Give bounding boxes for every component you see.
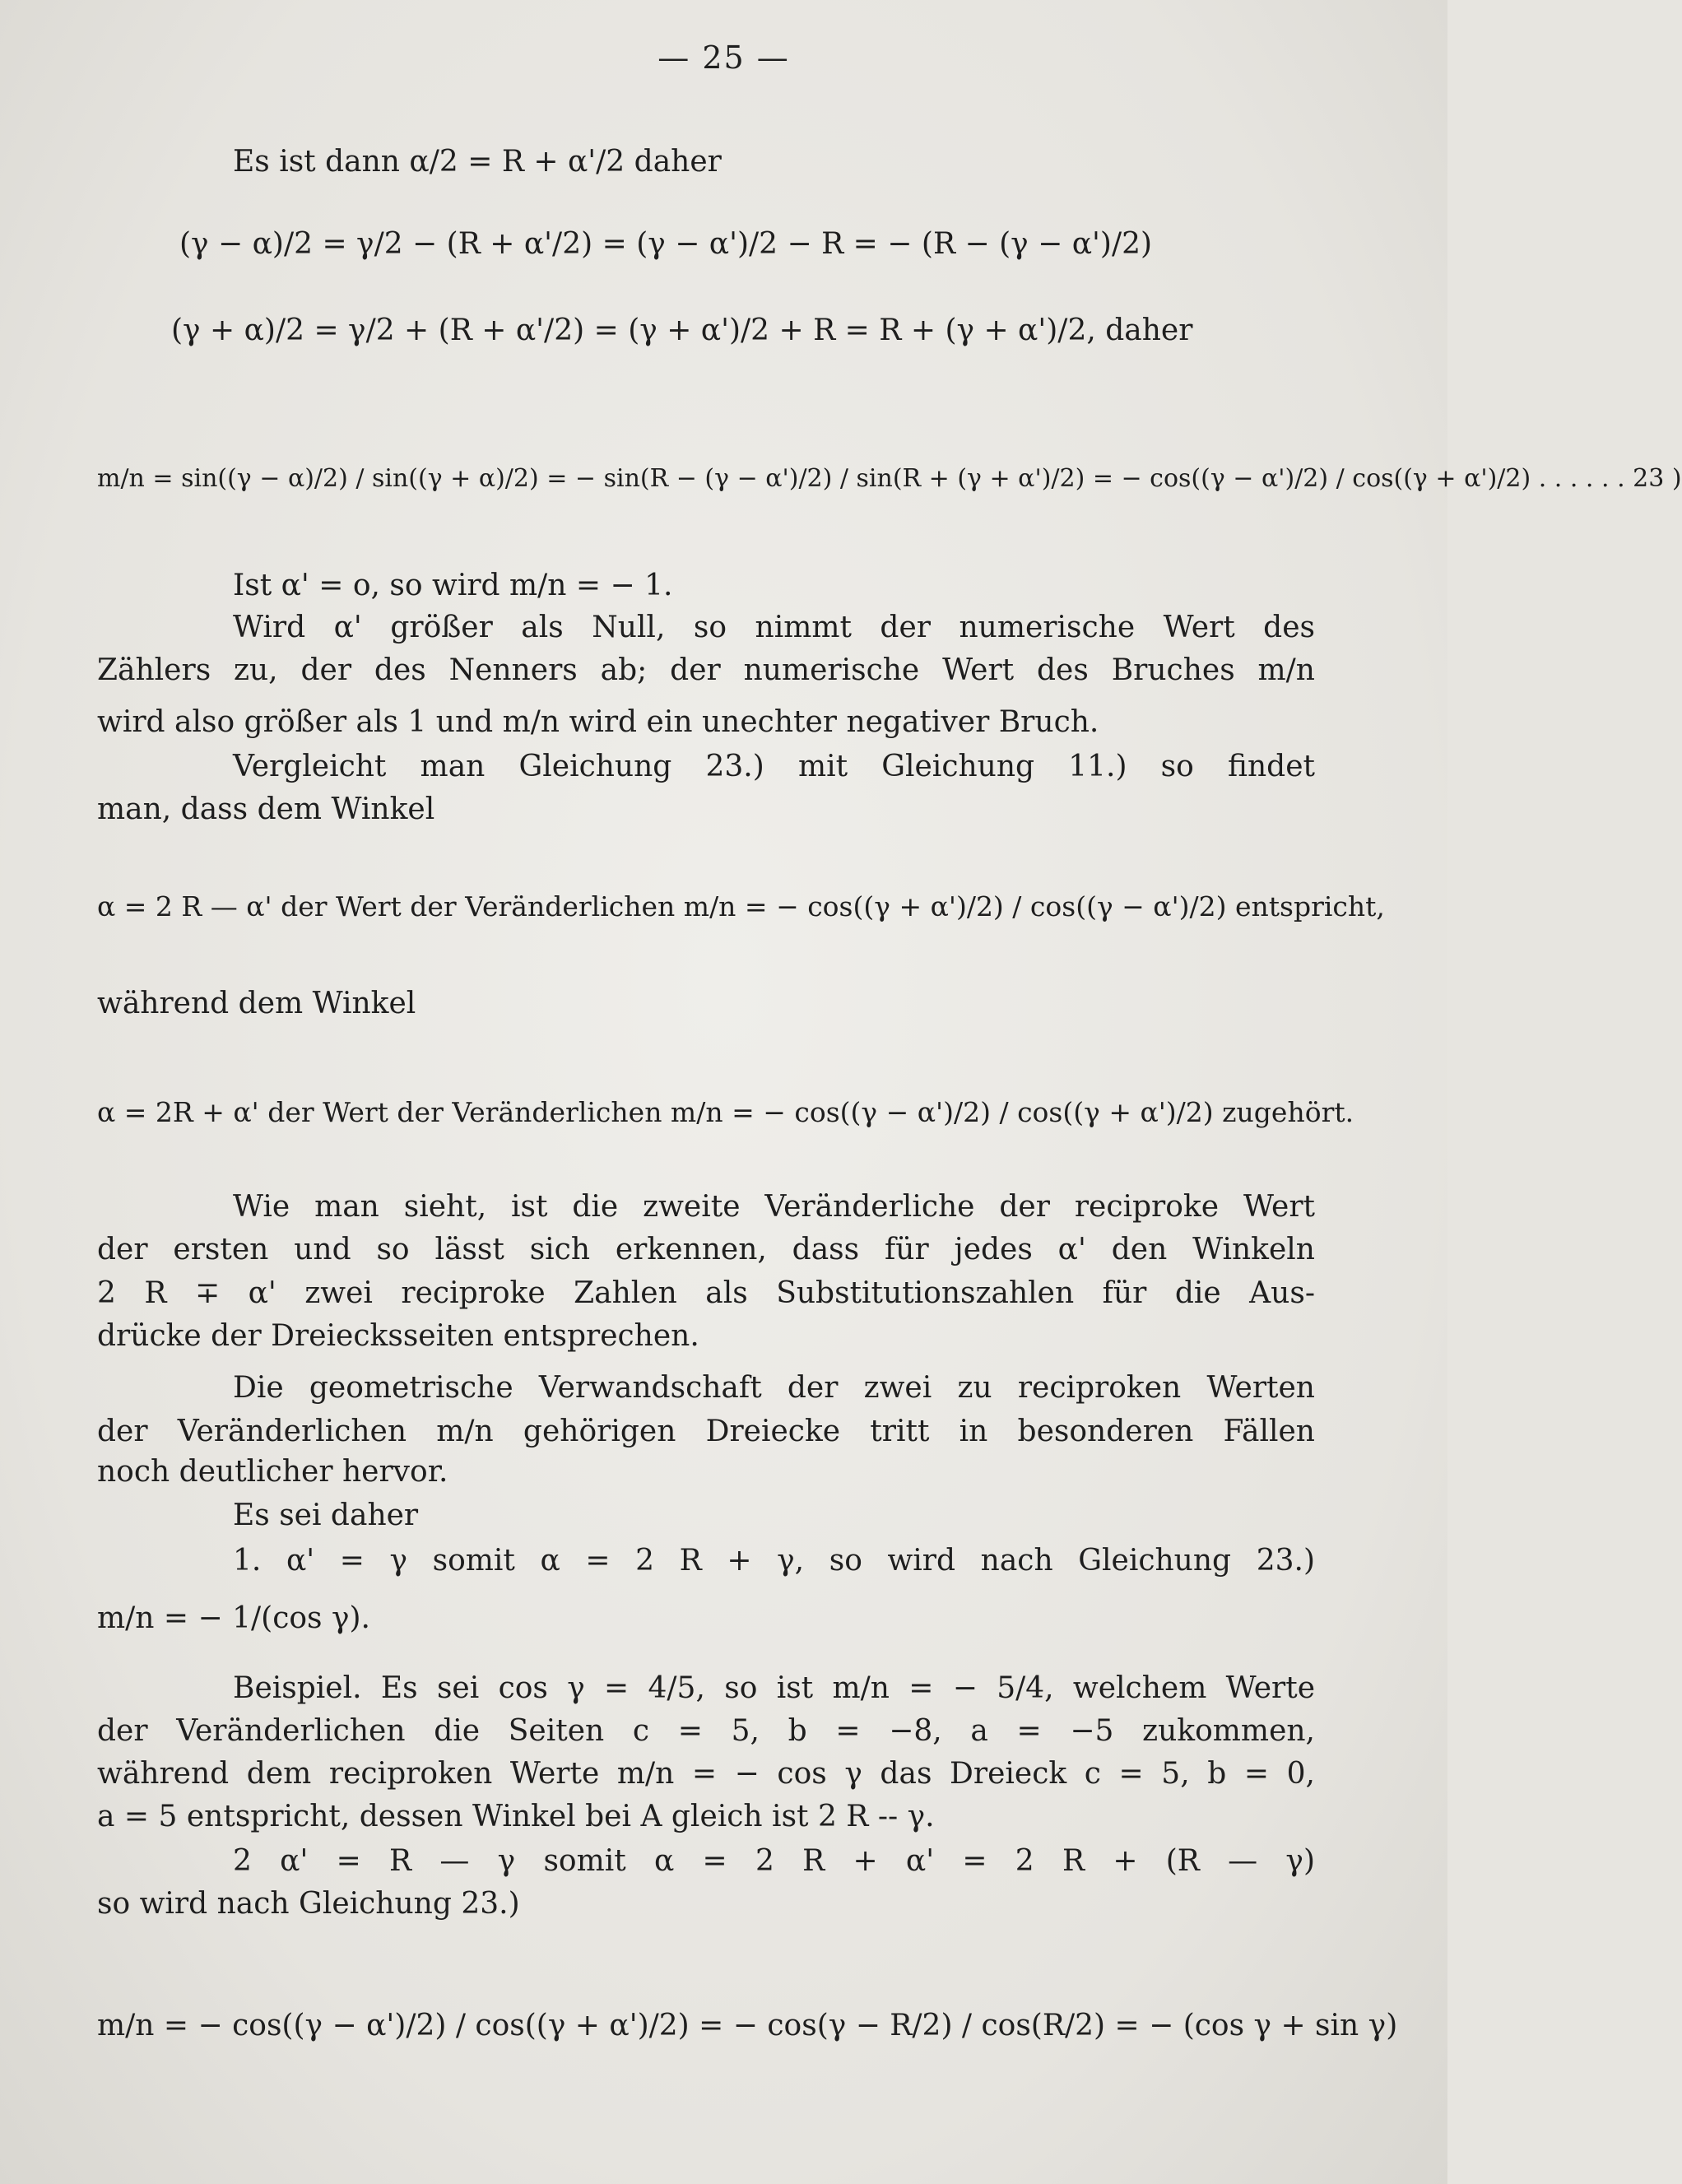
line-22: 1. α' = γ somit α = 2 R + γ, so wird nach Gleichung 23.) <box>233 1544 1315 1578</box>
equation-alpha-2R-plus: α = 2R + α' der Wert der Veränderlichen m/n = − cos((γ − α')/2) / cos((γ + α')/2) zugehört. <box>97 1096 1354 1128</box>
page-number: — 25 — <box>657 39 790 76</box>
line-20: noch deutlicher hervor. <box>97 1455 448 1489</box>
line-14: Wie man sieht, ist die zweite Veränderliche der reciproke Wert <box>233 1190 1315 1224</box>
equation-gamma-plus-alpha: (γ + α)/2 = γ/2 + (R + α'/2) = (γ + α')/2 + R = R + (γ + α')/2, daher <box>171 314 1193 347</box>
line-17: drücke der Dreiecksseiten entsprechen. <box>97 1319 699 1353</box>
line-28: 2 α' = R — γ somit α = 2 R + α' = 2 R + (R — γ) <box>233 1844 1315 1878</box>
line-27: a = 5 entspricht, dessen Winkel bei A gleich ist 2 R -- γ. <box>97 1800 935 1833</box>
equation-23: m/n = sin((γ − α)/2) / sin((γ + α)/2) = − sin(R − (γ − α')/2) / sin(R + (γ + α')/2) = − cos((γ − α')/2) / cos((γ + α')/2) . . . . . . 23 ) <box>97 464 1682 493</box>
line-18: Die geometrische Verwandschaft der zwei zu reciproken Werten <box>233 1371 1315 1405</box>
line-16: 2 R ∓ α' zwei reciproke Zahlen als Substitutionszahlen für die Aus- <box>97 1276 1315 1310</box>
line-1: Es ist dann α/2 = R + α'/2 daher <box>233 145 722 179</box>
equation-alpha-2R-minus: α = 2 R — α' der Wert der Veränderlichen m/n = − cos((γ + α')/2) / cos((γ − α')/2) entspricht, <box>97 890 1385 922</box>
line-15: der ersten und so lässt sich erkennen, dass für jedes α' den Winkeln <box>97 1233 1315 1266</box>
line-12: während dem Winkel <box>97 987 416 1020</box>
line-7: Zählers zu, der des Nenners ab; der numerische Wert des Bruches m/n <box>97 653 1315 687</box>
line-5: Ist α' = o, so wird m/n = − 1. <box>233 569 673 602</box>
line-10: man, dass dem Winkel <box>97 792 435 826</box>
line-24: Beispiel. Es sei cos γ = 4/5, so ist m/n = − 5/4, welchem Werte <box>233 1671 1315 1705</box>
line-26: während dem reciproken Werte m/n = − cos γ das Dreieck c = 5, b = 0, <box>97 1757 1315 1791</box>
equation-case-2: m/n = − cos((γ − α')/2) / cos((γ + α')/2) = − cos(γ − R/2) / cos(R/2) = − (cos γ + sin γ) <box>97 2009 1398 2042</box>
line-21: Es sei daher <box>233 1499 419 1532</box>
line-9: Vergleicht man Gleichung 23.) mit Gleichung 11.) so findet <box>233 750 1315 783</box>
equation-case-1: m/n = − 1/(cos γ). <box>97 1601 370 1635</box>
line-6: Wird α' größer als Null, so nimmt der numerische Wert des <box>233 611 1315 644</box>
line-8: wird also größer als 1 und m/n wird ein unechter negativer Bruch. <box>97 705 1099 739</box>
line-19: der Veränderlichen m/n gehörigen Dreiecke tritt in besonderen Fällen <box>97 1415 1315 1448</box>
line-29: so wird nach Gleichung 23.) <box>97 1887 520 1921</box>
equation-gamma-minus-alpha: (γ − α)/2 = γ/2 − (R + α'/2) = (γ − α')/2 − R = − (R − (γ − α')/2) <box>179 227 1153 261</box>
line-25: der Veränderlichen die Seiten c = 5, b = −8, a = −5 zukommen, <box>97 1714 1315 1748</box>
